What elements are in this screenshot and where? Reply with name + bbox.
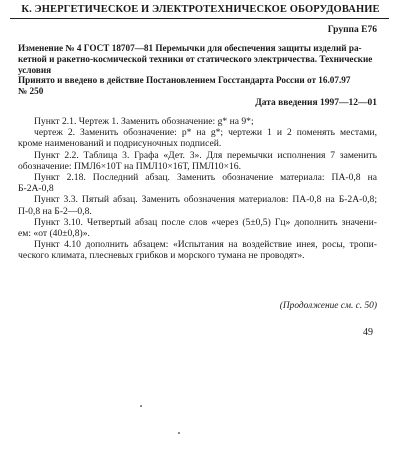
amendment-title-line: Изменение № 4 ГОСТ 18707—81 Перемычки для обеспечения защиты изделий ра- <box>18 43 362 53</box>
body-line: кроме наименований и подрисуночных подписей. <box>18 138 222 150</box>
body-line: обозначение: ПМЛ6×10Т на ПМЛ10×16Т, ПМЛ10×16. <box>18 160 241 172</box>
body-line: Пункт 2.1. Чертеж 1. Заменить обозначение: g* на 9*; <box>34 116 254 127</box>
page-number: 49 <box>363 327 373 338</box>
body-line: ческого климата, плесневых грибков и морского тумана не проводят». <box>18 250 305 262</box>
scan-speck <box>140 405 142 407</box>
body-line: Пункт 2.2. Таблица 3. Графа «Дет. 3». Для перемычки исполнения 7 заменить <box>34 149 377 161</box>
amendment-title-line: Принято и введено в действие Постановлением Госстандарта России от 16.07.97 <box>18 75 351 86</box>
amendment-body <box>18 116 377 262</box>
scan-speck <box>178 432 180 434</box>
effective-date: Дата введения 1997—12—01 <box>255 98 377 108</box>
body-line: ем: «от (40±0,8)». <box>18 228 90 240</box>
continuation-note: (Продолжение см. с. 50) <box>279 301 377 311</box>
amendment-title-line: условия <box>18 64 52 75</box>
section-title: К. ЭНЕРГЕТИЧЕСКОЕ И ЭЛЕКТРОТЕХНИЧЕСКОЕ ОБОРУДОВАНИЕ <box>21 4 380 15</box>
body-line: П-0,8 на Б-2—0,8. <box>18 205 92 217</box>
amendment-title-line: № 250 <box>18 86 44 97</box>
body-line: Пункт 3.10. Четвертый абзац после слов «через (5±0,5) Гц» дополнить значени- <box>34 216 377 228</box>
body-line: Б-2А-0,8 <box>18 183 54 195</box>
body-line: Пункт 2.18. Последний абзац. Заменить обозначение материала: ПА-0,8 на <box>34 172 377 184</box>
body-line: чертеж 2. Заменить обозначение: р* на g*; чертежи 1 и 2 поменять местами, <box>34 127 377 139</box>
group-code: Группа Е76 <box>327 25 377 35</box>
header-rule <box>10 18 389 19</box>
body-line: Пункт 3.3. Пятый абзац. Заменить обозначения материалов: ПА-0,8 на Б-2А-0,8; <box>34 194 377 206</box>
amendment-title-line: кетной и ракетно-космической техники от статического электричества. Технические <box>18 53 373 64</box>
body-line: Пункт 4.10 дополнить абзацем: «Испытания на воздействие инея, росы, тропи- <box>34 239 377 251</box>
amendment-title <box>18 43 377 97</box>
